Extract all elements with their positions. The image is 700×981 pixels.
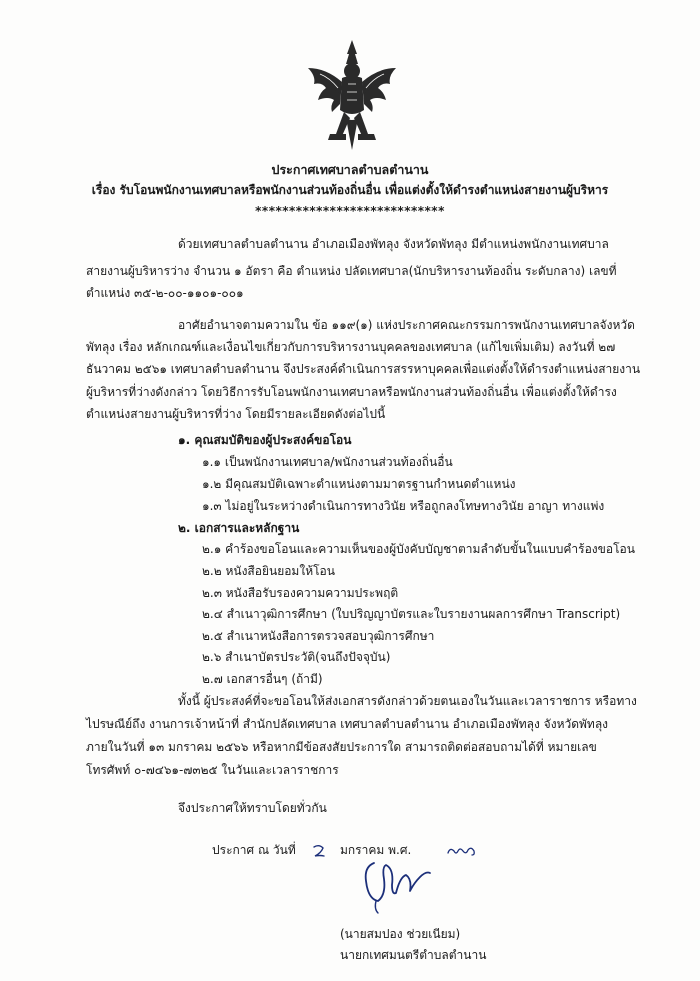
authority-line-4: ผู้บริหารที่ว่างดังกล่าว โดยวิธีการรับโอนพนักงานเทศบาลหรือพนักงานส่วนท้องถิ่นอื่น เพื่อแต่งตั้งให้ดำรง [86,385,617,399]
section-1-item: ๑.๒ มีคุณสมบัติเฉพาะตำแหน่งตามมาตรฐานกำหนดตำแหน่ง [202,477,516,491]
section-2-item: ๒.๑ คำร้องขอโอนและความเห็นของผู้บังคับบัญชาตามลำดับขั้นในแบบคำร้องขอโอน [202,542,635,556]
section-2-title: ๒. เอกสารและหลักฐาน [178,521,300,535]
date-line-month-year: มกราคม พ.ศ. [340,843,412,857]
authority-line-3: ธันวาคม ๒๕๖๑ เทศบาลตำบลตำนาน จึงประสงค์ดำเนินการสรรหาบุคคลเพื่อแต่งตั้งให้ดำรงตำแหน่งสายงาน [86,362,641,376]
section-2-item: ๒.๕ สำเนาหนังสือการตรวจสอบวุฒิการศึกษา [202,629,435,643]
section-1-item: ๑.๑ เป็นพนักงานเทศบาล/พนักงานส่วนท้องถิ่นอื่น [202,455,453,469]
intro-line-2: สายงานผู้บริหารว่าง จำนวน ๑ อัตรา คือ ตำแหน่ง ปลัดเทศบาล(นักบริหารงานท้องถิ่น ระดับกลาง) เลขที่ [86,264,617,278]
intro-line-1: ด้วยเทศบาลตำบลตำนาน อำเภอเมืองพัทลุง จังหวัดพัทลุง มีตำแหน่งพนักงานเทศบาล [178,237,609,251]
garuda-emblem-icon [300,38,404,156]
closing-line-4: โทรศัพท์ ๐-๗๔๖๑-๗๓๒๕ ในวันและเวลาราชการ [86,763,339,777]
handwritten-year-mark [446,843,478,859]
handwritten-signature [360,855,440,915]
closing-line-1: ทั้งนี้ ผู้ประสงค์ที่จะขอโอนให้ส่งเอกสารดังกล่าวด้วยตนเองในวันและเวลาราชการ หรือทาง [178,694,637,708]
section-2-item: ๒.๔ สำเนาวุฒิการศึกษา (ใบปริญญาบัตรและใบรายงานผลการศึกษา Transcript) [202,607,621,621]
handwritten-day-mark [312,843,326,859]
date-line-prefix: ประกาศ ณ วันที่ [212,843,296,857]
announce-line: จึงประกาศให้ทราบโดยทั่วกัน [178,801,327,815]
heading-separator-stars: **************************** [255,204,445,218]
announcement-title: ประกาศเทศบาลตำบลตำนาน [271,162,429,177]
announcement-subject: เรื่อง รับโอนพนักงานเทศบาลหรือพนักงานส่วนท้องถิ่นอื่น เพื่อแต่งตั้งให้ดำรงตำแหน่งสายงานผู้บริหาร [91,183,609,197]
section-2-item: ๒.๓ หนังสือรับรองความความประพฤติ [202,586,399,600]
section-1-item: ๑.๓ ไม่อยู่ในระหว่างดำเนินการทางวินัย หรือถูกลงโทษทางวินัย อาญา ทางแพ่ง [202,499,605,513]
closing-line-3: ภายในวันที่ ๑๓ มกราคม ๒๕๖๖ หรือหากมีข้อสงสัยประการใด สามารถติดต่อสอบถามได้ที่ หมายเลข [86,740,597,754]
signatory-position: นายกเทศมนตรีตำบลตำนาน [340,948,487,962]
closing-line-2: ไปรษณีย์ถึง งานการเจ้าหน้าที่ สำนักปลัดเทศบาล เทศบาลตำบลตำนาน อำเภอเมืองพัทลุง จังหวัดพัทลุง [86,717,609,731]
intro-line-3: ตำแหน่ง ๓๕-๒-๐๐-๑๑๐๑-๐๐๑ [86,286,244,300]
authority-line-1: อาศัยอำนาจตามความใน ข้อ ๑๑๙(๑) แห่งประกาศคณะกรรมการพนักงานเทศบาลจังหวัด [178,318,635,332]
signatory-name: (นายสมปอง ช่วยเนียม) [340,927,461,941]
section-2-item: ๒.๗ เอกสารอื่นๆ (ถ้ามี) [202,672,323,686]
authority-line-5: ตำแหน่งสายงานผู้บริหารที่ว่าง โดยมีรายละเอียดดังต่อไปนี้ [86,407,386,421]
authority-line-2: พัทลุง เรื่อง หลักเกณฑ์และเงื่อนไขเกี่ยวกับการบริหารงานบุคคลของเทศบาล (แก้ไขเพิ่มเติม) ลงวันที่ ๒๗ [86,340,616,354]
section-2-item: ๒.๖ สำเนาบัตรประวัติ(จนถึงปัจจุบัน) [202,650,391,664]
section-1-title: ๑. คุณสมบัติของผู้ประสงค์ขอโอน [178,433,352,447]
section-2-item: ๒.๒ หนังสือยินยอมให้โอน [202,564,335,578]
